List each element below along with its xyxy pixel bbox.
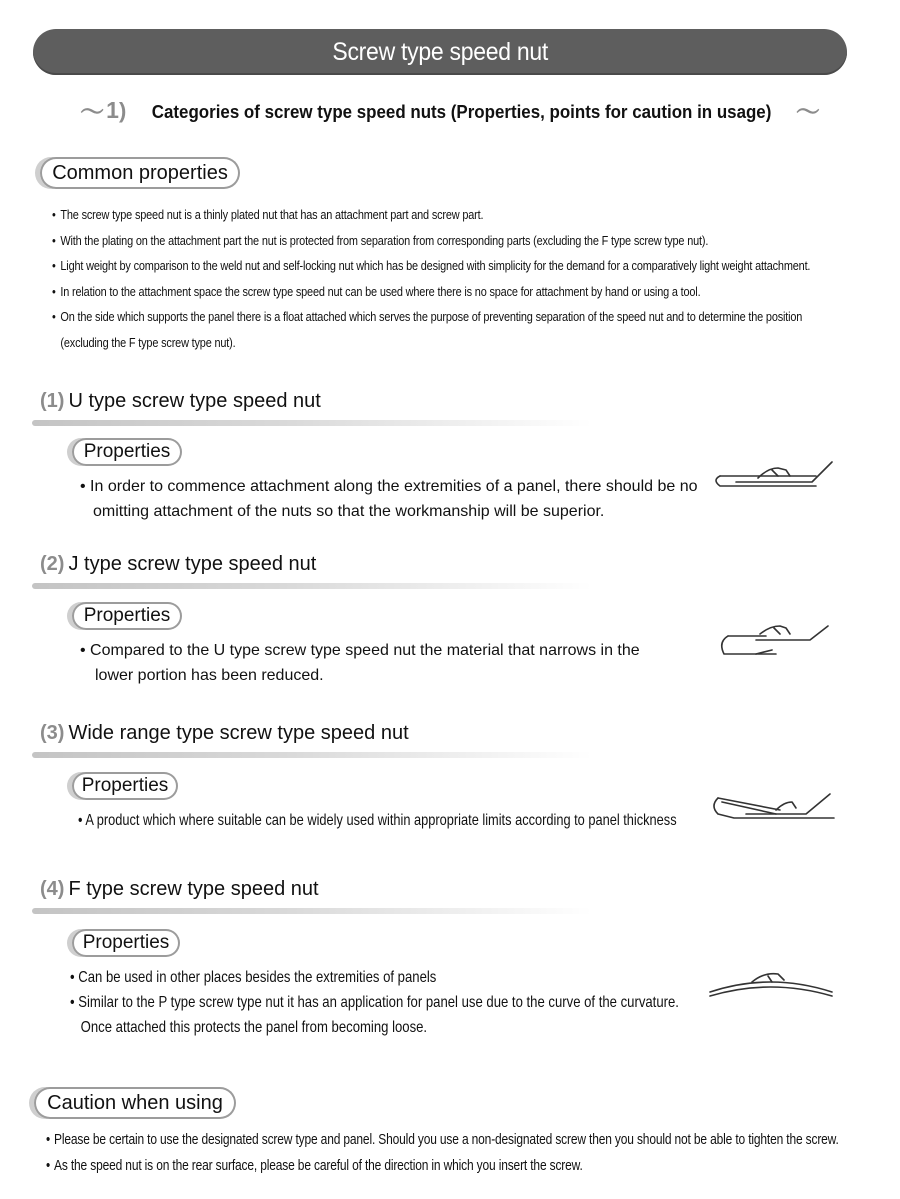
caution-bullet: • As the speed nut is on the rear surface, please be careful of the direction in which you insert the screw. <box>46 1156 583 1174</box>
section-divider <box>32 908 592 914</box>
common-bullet-continuation: (excluding the F type screw type nut). <box>60 334 236 350</box>
section-title: Wide range type screw type speed nut <box>68 722 409 744</box>
property-line: • In order to commence attachment along the extremities of a panel, there should be no <box>80 478 698 495</box>
property-line: • Compared to the U type screw type speed nut the material that narrows in the <box>80 642 640 659</box>
section-title: F type screw type speed nut <box>68 878 319 900</box>
section-title: U type screw type speed nut <box>68 390 321 412</box>
caution-bullet: • Please be certain to use the designated screw type and panel. Should you use a non-designated screw then you should not be able to tighten the screw. <box>46 1131 839 1148</box>
common-bullet: • With the plating on the attachment part the nut is protected from separation from corresponding parts (excluding the F type screw type nut). <box>52 232 709 248</box>
section-f-type-text <box>70 965 813 1040</box>
common-bullet: • Light weight by comparison to the weld nut and self-locking nut which has be designed with simplicity for the demand for a comparatively light weight attachment. <box>52 258 811 273</box>
section-number: (3) <box>40 722 65 744</box>
section-title: J type screw type speed nut <box>68 553 317 575</box>
common-bullet: • On the side which supports the panel there is a float attached which serves the purpose of preventing separation of the speed nut and to determine the position <box>52 309 803 324</box>
property-line: lower portion has been reduced. <box>95 667 324 684</box>
properties-label: Properties <box>72 602 182 630</box>
common-bullet: • In relation to the attachment space the screw type speed nut can be used where there is no space for attachment by hand or using a tool. <box>52 283 701 299</box>
common-properties-text: Common properties <box>52 161 228 184</box>
section-u-type-heading <box>40 390 321 413</box>
wide-range-nut-icon <box>710 790 840 830</box>
section-number: (4) <box>40 878 65 900</box>
property-line: omitting attachment of the nuts so that the workmanship will be superior. <box>93 503 605 520</box>
section-u-type-text <box>80 474 698 524</box>
section-number: (1) <box>40 390 65 412</box>
section-j-type-heading <box>40 553 316 576</box>
properties-label: Properties <box>72 772 178 800</box>
subtitle-tilde-left: ～ <box>80 99 105 126</box>
subtitle-tilde-right: ～ <box>795 99 820 126</box>
common-properties-list <box>52 202 900 355</box>
section-divider <box>32 420 592 426</box>
section-wide-range-heading <box>40 722 409 745</box>
subtitle-number: 1 <box>106 97 119 123</box>
caution-list <box>46 1127 900 1178</box>
section-j-type-text <box>80 638 640 688</box>
f-type-nut-icon <box>708 966 838 1000</box>
property-line: Once attached this protects the panel from becoming loose. <box>80 1019 428 1036</box>
j-type-nut-icon <box>716 620 836 664</box>
title-banner <box>33 29 847 75</box>
common-bullet: • The screw type speed nut is a thinly plated nut that has an attachment part and screw part. <box>52 207 484 222</box>
property-line: • Can be used in other places besides the extremities of panels <box>70 969 437 986</box>
section-number: (2) <box>40 553 65 575</box>
properties-label: Properties <box>72 438 182 466</box>
section-divider <box>32 583 592 589</box>
section-f-type-heading <box>40 878 319 901</box>
property-line: • Similar to the P type screw type nut it has an application for panel use due to the curve of the curvature. <box>70 994 679 1011</box>
subtitle-text: Categories of screw type speed nuts (Properties, points for caution in usage) <box>152 102 772 122</box>
page-title: Screw type speed nut <box>332 37 548 66</box>
section-divider <box>32 752 592 758</box>
u-type-nut-icon <box>712 458 842 498</box>
subtitle <box>0 92 900 127</box>
properties-label: Properties <box>72 929 180 957</box>
common-properties-label <box>40 157 240 189</box>
caution-text: Caution when using <box>47 1091 223 1114</box>
property-line: • A product which where suitable can be widely used within appropriate limits according to panel thickness <box>78 812 677 829</box>
subtitle-paren: ) <box>118 98 127 123</box>
caution-label <box>34 1087 236 1119</box>
